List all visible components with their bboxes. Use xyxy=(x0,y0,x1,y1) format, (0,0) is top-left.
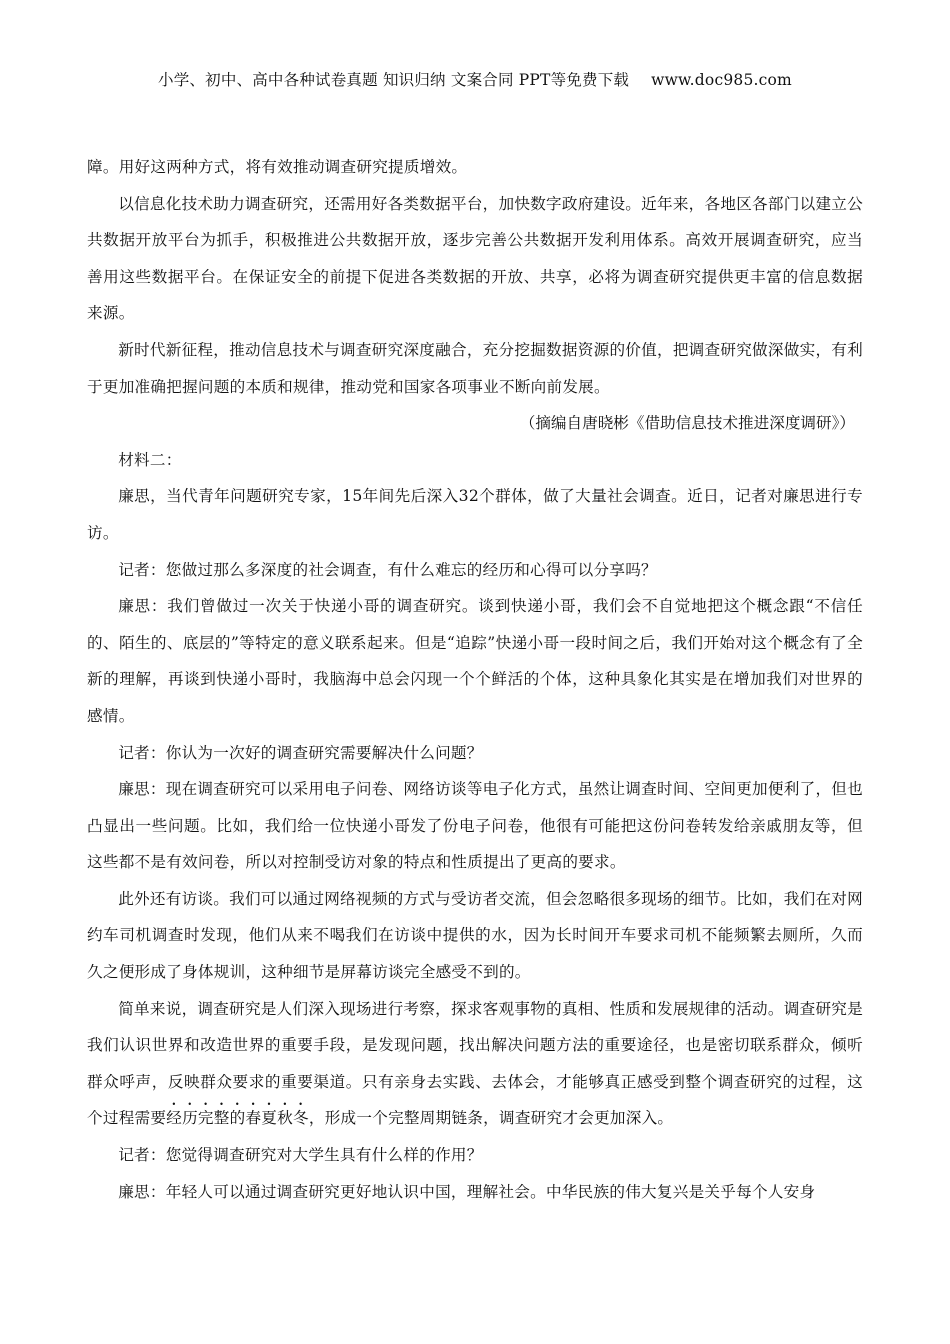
document-body xyxy=(87,149,863,1210)
paragraph-4: 廉思，当代青年问题研究专家，15年间先后深入32个群体，做了大量社会调查。近日，记者对廉思进行专访。 xyxy=(87,487,863,542)
answer-3: 廉思：年轻人可以通过调查研究更好地认识中国，理解社会。中华民族的伟大复兴是关乎每个人安身 xyxy=(118,1182,816,1201)
summary-text-after: ，形成一个完整周期链条，调查研究才会更加深入。 xyxy=(308,1109,674,1128)
answer-1: 廉思：我们曾做过一次关于快递小哥的调查研究。谈到快递小哥，我们会不自觉地把这个概念跟“不信任的、陌生的、底层的”等特定的意义联系起来。但是“追踪”快递小哥一段时间之后，我们开始对这个概念有了全新的理解，再谈到快递小哥时，我脑海中总会闪现一个个鲜活的个体，这种具象化其实是在增加我们对世界的感情。 xyxy=(87,597,863,725)
question-2: 记者：你认为一次好的调查研究需要解决什么问题？ xyxy=(118,743,483,762)
question-3: 记者：您觉得调查研究对大学生具有什么样的作用？ xyxy=(118,1146,483,1165)
page-header xyxy=(0,68,950,90)
material-two-title: 材料二： xyxy=(118,450,182,469)
paragraph-3: 新时代新征程，推动信息技术与调查研究深度融合，充分挖掘数据资源的价值，把调查研究做深做实，有利于更加准确把握问题的本质和规律，推动党和国家各项事业不断向前发展。 xyxy=(87,340,863,396)
source-citation: （摘编自唐晓彬《借助信息技术推进深度调研》） xyxy=(519,414,855,433)
header-site-link[interactable]: www.doc985.com xyxy=(651,71,792,89)
answer-2-summary xyxy=(87,991,863,1137)
paragraph-2: 以信息化技术助力调查研究，还需用好各类数据平台，加快数字政府建设。近年来，各地区各部门以建立公共数据开放平台为抓手，积极推进公共数据开放，逐步完善公共数据开发利用体系。高效开展调查研究，应当善用这些数据平台。在保证安全的前提下促进各类数据的开放、共享，必将为调查研究提供更丰富的信息数据来源。 xyxy=(87,194,863,323)
answer-2: 廉思：现在调查研究可以采用电子问卷、网络访谈等电子化方式，虽然让调查时间、空间更加便利了，但也凸显出一些问题。比如，我们给一位快递小哥发了份电子问卷，他很有可能把这份问卷转发给亲戚朋友等，但这些都不是有效问卷，所以对控制受访对象的特点和性质提出了更高的要求。 xyxy=(87,780,863,872)
answer-2-continued: 此外还有访谈。我们可以通过网络视频的方式与受访者交流，但会忽略很多现场的细节。比如，我们在对网约车司机调查时发现，他们从来不喝我们在访谈中提供的水，因为长时间开车要求司机不能频繁去厕所，久而久之便形成了身体规训，这种细节是屏幕访谈完全感受不到的。 xyxy=(87,889,863,982)
summary-text-before: 简单来说，调查研究是人们深入现场进行考察，探求客观事物的真相、性质和发展规律的活动。调查研究是我们认识世界和改造世界的重要手段，是发现问题，找出解决问题方法的重要途径，也是密切联系群众，倾听群众呼声，反映群众要求的重要渠道。只有亲身去实践、去体会，才能够真正感受到整个调查研究的过程，这个过程需要 xyxy=(87,999,863,1128)
question-1: 记者：您做过那么多深度的社会调查，有什么难忘的经历和心得可以分享吗？ xyxy=(118,560,657,579)
header-text: 小学、初中、高中各种试卷真题 知识归纳 文案合同 PPT等免费下载 xyxy=(158,71,630,89)
paragraph-1: 障。用好这两种方式，将有效推动调查研究提质增效。 xyxy=(87,158,468,176)
emphasized-phrase: 经历完整的春夏秋冬 xyxy=(166,1109,309,1128)
